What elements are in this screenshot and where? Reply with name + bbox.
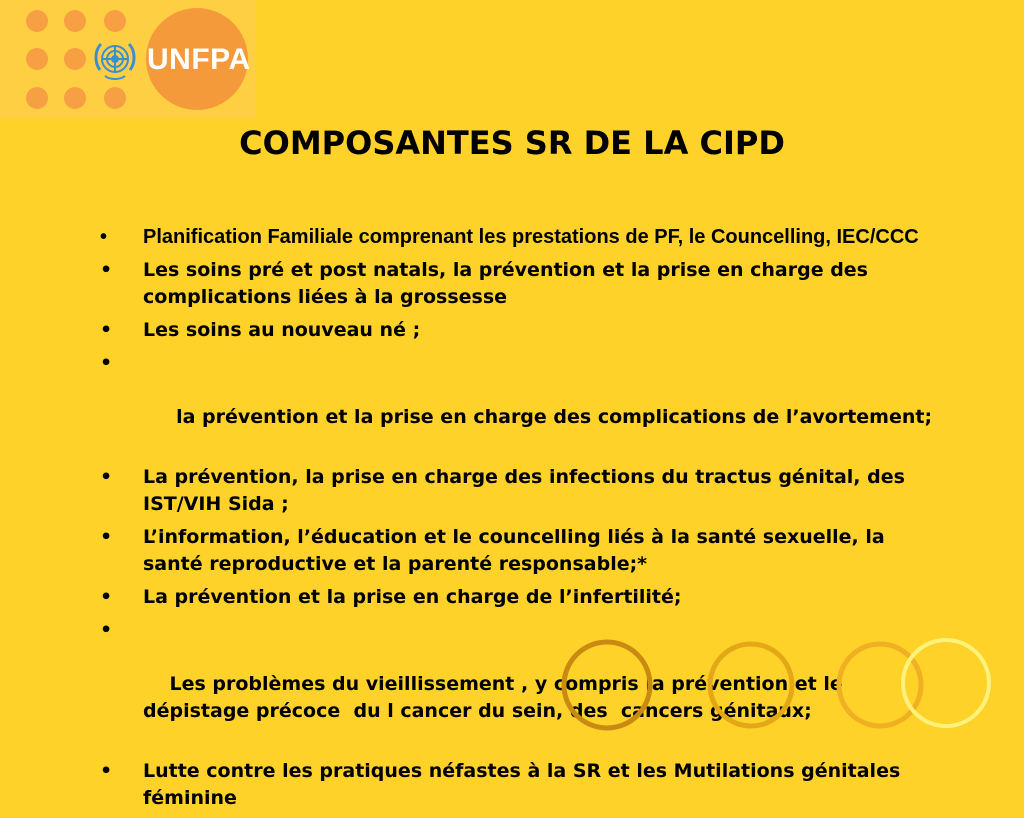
list-item-text: Les soins pré et post natals, la prévention et la prise en charge des complications liées à la grossesse bbox=[143, 259, 868, 308]
list-item-text: Planification Familiale comprenant les prestations de PF, le Councelling, IEC/CCC bbox=[143, 226, 919, 248]
decor-dot bbox=[64, 10, 86, 32]
logo-panel bbox=[0, 0, 256, 118]
list-item-text: Lutte contre les pratiques néfastes à la SR et les Mutilations génitales féminine bbox=[143, 760, 901, 809]
list-item bbox=[100, 224, 950, 251]
decor-dot bbox=[104, 10, 126, 32]
list-item bbox=[100, 317, 950, 344]
list-item bbox=[100, 584, 950, 611]
list-item bbox=[100, 257, 950, 311]
list-item-text: La prévention, la prise en charge des infections du tractus génital, des IST/VIH Sida ; bbox=[143, 466, 905, 515]
un-emblem-icon bbox=[90, 38, 140, 84]
list-item bbox=[100, 524, 950, 578]
bullet-mark: • bbox=[100, 319, 113, 341]
list-item-text: L’information, l’éducation et le councelling liés à la santé sexuelle, la santé reproductive et la parenté responsable;* bbox=[143, 526, 885, 575]
list-item-text: La prévention et la prise en charge de l’infertilité; bbox=[143, 586, 682, 608]
list-item bbox=[100, 758, 950, 812]
brand-logo-text: UNFPA bbox=[147, 43, 251, 76]
decor-dot bbox=[64, 48, 86, 70]
bullet-list bbox=[100, 224, 950, 818]
list-item bbox=[100, 617, 950, 752]
decor-dot bbox=[26, 87, 48, 109]
bullet-mark: • bbox=[100, 586, 113, 608]
bullet-mark: • bbox=[100, 226, 108, 248]
bullet-mark: • bbox=[100, 466, 113, 488]
decor-dot bbox=[104, 87, 126, 109]
slide-title: COMPOSANTES SR DE LA CIPD bbox=[239, 124, 785, 162]
list-item-text: Les soins au nouveau né ; bbox=[143, 319, 421, 341]
decor-dot bbox=[64, 87, 86, 109]
decor-dot bbox=[26, 48, 48, 70]
list-item-text: Les problèmes du vieillissement , y compris la prévention et le dépistage précoce du l cancer du sein, des cancers génitaux; bbox=[143, 673, 850, 722]
decor-dot bbox=[26, 10, 48, 32]
bullet-mark: • bbox=[100, 619, 113, 641]
list-item-text: la prévention et la prise en charge des complications de l’avortement; bbox=[169, 406, 933, 428]
bullet-mark: • bbox=[100, 760, 113, 782]
bullet-mark: • bbox=[100, 352, 113, 374]
bullet-mark: • bbox=[100, 259, 113, 281]
bullet-mark: • bbox=[100, 526, 113, 548]
list-item bbox=[100, 350, 950, 458]
list-item bbox=[100, 464, 950, 518]
